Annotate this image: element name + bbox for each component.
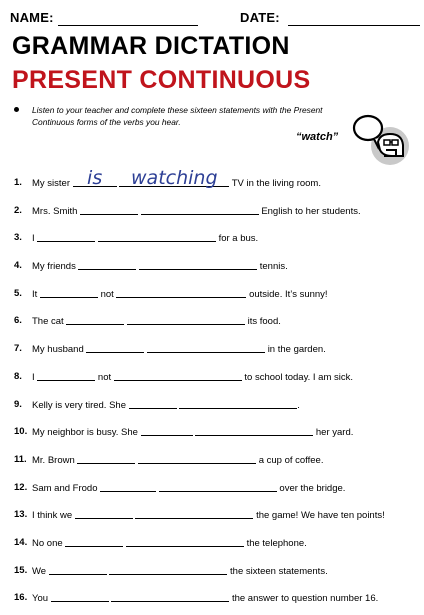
statement-before: I [32, 371, 35, 383]
statement-text [32, 509, 385, 521]
statement-item [14, 310, 414, 338]
date-label: DATE: [240, 10, 280, 25]
statement-number: 1. [14, 177, 22, 188]
statement-before: The cat [32, 316, 64, 328]
statement-text [32, 592, 378, 604]
answer-blank-verb[interactable] [126, 537, 244, 547]
page-title: GRAMMAR DICTATION [12, 32, 290, 60]
answer-blank-aux[interactable] [40, 288, 98, 298]
name-field[interactable] [58, 25, 198, 26]
statement-number: 5. [14, 287, 22, 299]
answer-blank-verb[interactable] [119, 167, 229, 189]
statement-before: My sister [32, 178, 70, 189]
statement-text [32, 232, 258, 244]
statement-after: . [297, 399, 300, 411]
statement-text [32, 426, 353, 438]
statement-item [14, 200, 414, 228]
statement-after: her yard. [315, 427, 354, 439]
statement-item [14, 283, 414, 311]
statement-after: the answer to question number 16. [231, 593, 379, 605]
statement-number: 2. [14, 204, 22, 216]
statement-text [32, 399, 300, 411]
statement-number: 10. [14, 426, 28, 438]
statement-before: My husband [32, 344, 84, 356]
instructions: Listen to your teacher and complete these sixteen statements with the Present Continuous forms of the verbs you hear. [32, 105, 323, 127]
statement-number: 7. [14, 343, 22, 355]
statement-text [32, 454, 323, 466]
answer-blank-aux[interactable] [51, 592, 109, 602]
answer-blank-aux[interactable] [65, 537, 123, 547]
answer-blank-verb[interactable] [98, 232, 216, 242]
statement-after: over the bridge. [279, 482, 346, 494]
speaking-head-icon [350, 112, 410, 168]
statement-number: 4. [14, 260, 22, 272]
answer-blank-verb[interactable] [159, 482, 277, 492]
statement-before: I [32, 233, 35, 245]
statement-before: I think we [32, 510, 73, 522]
handwritten-answer: is [87, 167, 103, 189]
statement-text [32, 315, 281, 327]
statement-after: its food. [247, 316, 281, 328]
answer-blank-verb[interactable] [127, 315, 245, 325]
statement-text [32, 260, 288, 272]
statement-before: It [32, 288, 38, 300]
statement-middle: not [97, 371, 112, 383]
statement-number: 8. [14, 370, 22, 382]
statement-middle: not [100, 288, 114, 300]
statement-after: the game! We have ten points! [256, 510, 385, 522]
statement-item [14, 421, 414, 449]
statement-after: a cup of coffee. [258, 454, 324, 466]
worksheet-header [10, 10, 420, 28]
answer-blank-aux[interactable] [78, 260, 136, 270]
statement-after: TV in the living room. [231, 178, 321, 189]
answer-blank-aux[interactable] [129, 399, 177, 409]
statement-item [14, 394, 414, 422]
statement-item [14, 366, 414, 394]
statement-item [14, 338, 414, 366]
answer-blank-verb[interactable] [141, 205, 259, 215]
statement-item [14, 532, 414, 560]
statement-after: for a bus. [218, 233, 259, 245]
statement-text [32, 205, 361, 217]
statement-after: tennis. [259, 261, 288, 273]
statement-item [14, 255, 414, 283]
handwritten-answer: watching [131, 167, 218, 189]
answer-blank-aux[interactable] [73, 167, 117, 189]
statement-number: 6. [14, 315, 22, 327]
answer-blank-verb[interactable] [195, 426, 313, 436]
statement-text [32, 343, 326, 355]
answer-blank-verb[interactable] [109, 565, 227, 575]
answer-blank-verb[interactable] [138, 454, 256, 464]
statement-text [32, 537, 307, 549]
statement-number: 13. [14, 509, 28, 521]
answer-blank-verb[interactable] [114, 371, 242, 381]
answer-blank-aux[interactable] [141, 426, 193, 436]
answer-blank-aux[interactable] [66, 315, 124, 325]
statement-item [14, 477, 414, 505]
statement-before: My friends [32, 261, 76, 273]
statement-number: 15. [14, 564, 28, 576]
statement-item [14, 167, 414, 200]
statement-before: Mrs. Smith [32, 205, 78, 217]
statement-number: 11. [14, 453, 27, 465]
answer-blank-aux[interactable] [37, 232, 95, 242]
bullet-icon [14, 107, 19, 112]
statement-number: 3. [14, 232, 22, 244]
statement-after: in the garden. [267, 344, 326, 356]
answer-blank-verb[interactable] [111, 592, 229, 602]
statement-list [14, 167, 414, 615]
statement-number: 16. [14, 592, 28, 604]
page-subtitle: PRESENT CONTINUOUS [12, 66, 311, 94]
date-field[interactable] [288, 25, 420, 26]
statement-before: Kelly is very tired. She [32, 399, 126, 411]
statement-before: You [32, 593, 49, 605]
answer-blank-verb[interactable] [147, 343, 265, 353]
statement-before: No one [32, 537, 63, 549]
answer-blank-aux[interactable] [75, 509, 133, 519]
statement-item [14, 227, 414, 255]
statement-text [32, 482, 345, 494]
example-verb: “watch” [296, 131, 339, 143]
statement-before: We [32, 565, 47, 577]
statement-item [14, 504, 414, 532]
statement-before: Mr. Brown [32, 454, 75, 466]
statement-text [32, 565, 328, 577]
answer-blank-verb[interactable] [179, 399, 297, 409]
answer-blank-verb[interactable] [116, 288, 246, 298]
answer-blank-aux[interactable] [80, 205, 138, 215]
statement-item [14, 449, 414, 477]
answer-blank-verb[interactable] [139, 260, 257, 270]
answer-blank-aux[interactable] [77, 454, 135, 464]
statement-item [14, 560, 414, 588]
statement-text [32, 371, 353, 383]
statement-after: the sixteen statements. [230, 565, 328, 577]
answer-blank-aux[interactable] [49, 565, 107, 575]
answer-blank-verb[interactable] [135, 509, 253, 519]
statement-number: 9. [14, 398, 22, 410]
statement-after: outside. It’s sunny! [249, 288, 328, 300]
statement-after: to school today. I am sick. [244, 371, 354, 383]
statement-number: 14. [14, 536, 28, 548]
statement-number: 12. [14, 481, 28, 493]
name-label: NAME: [10, 10, 54, 25]
answer-blank-aux[interactable] [100, 482, 156, 492]
statement-text [32, 288, 328, 300]
statement-after: English to her students. [261, 205, 361, 217]
statement-after: the telephone. [246, 537, 307, 549]
answer-blank-aux[interactable] [37, 371, 95, 381]
statement-text [32, 167, 321, 189]
statement-before: My neighbor is busy. She [32, 427, 138, 439]
answer-blank-aux[interactable] [86, 343, 144, 353]
statement-before: Sam and Frodo [32, 482, 98, 494]
